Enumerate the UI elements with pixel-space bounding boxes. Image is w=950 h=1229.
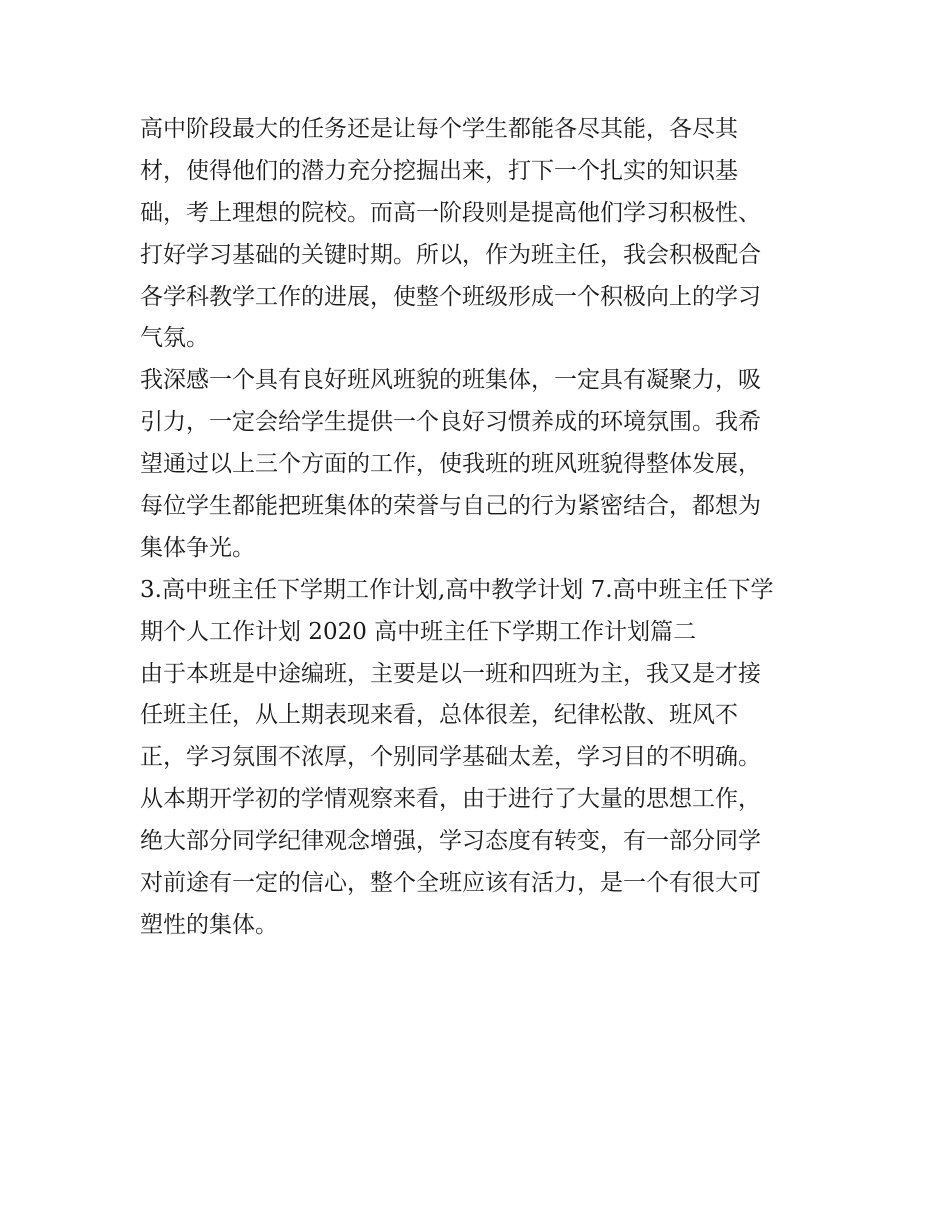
text-line: 每位学生都能把班集体的荣誉与自己的行为紧密结合，都想为 bbox=[140, 493, 761, 520]
text-line: 材，使得他们的潜力充分挖掘出来，打下一个扎实的知识基 bbox=[140, 157, 738, 184]
text-line: 我深感一个具有良好班风班貌的班集体，一定具有凝聚力，吸 bbox=[140, 367, 761, 394]
text-line: 期个人工作计划 2020 高中班主任下学期工作计划篇二 bbox=[140, 618, 697, 645]
text-line: 打好学习基础的关键时期。所以，作为班主任，我会积极配合 bbox=[140, 241, 761, 268]
text-line: 3.高中班主任下学期工作计划,高中教学计划 7.高中班主任下学 bbox=[140, 576, 774, 603]
text-line: 正，学习氛围不浓厚，个别同学基础太差，学习目的不明确。 bbox=[140, 744, 761, 771]
text-line: 从本期开学初的学情观察来看，由于进行了大量的思想工作， bbox=[140, 786, 761, 813]
text-line: 塑性的集体。 bbox=[140, 911, 278, 938]
text-line: 引力，一定会给学生提供一个良好习惯养成的环境氛围。我希 bbox=[140, 409, 761, 436]
text-line: 础，考上理想的院校。而高一阶段则是提高他们学习积极性、 bbox=[140, 199, 761, 226]
text-line: 由于本班是中途编班，主要是以一班和四班为主，我又是才接 bbox=[140, 660, 761, 687]
document-body bbox=[140, 109, 820, 947]
text-line: 气氛。 bbox=[140, 325, 209, 352]
text-line: 望通过以上三个方面的工作，使我班的班风班貌得整体发展， bbox=[140, 451, 761, 478]
text-line: 绝大部分同学纪律观念增强，学习态度有转变，有一部分同学 bbox=[140, 828, 761, 855]
text-line: 各学科教学工作的进展，使整个班级形成一个积极向上的学习 bbox=[140, 283, 761, 310]
text-line: 集体争光。 bbox=[140, 534, 255, 561]
text-line: 任班主任，从上期表现来看，总体很差，纪律松散、班风不 bbox=[140, 702, 738, 729]
text-line: 对前途有一定的信心，整个全班应该有活力，是一个有很大可 bbox=[140, 870, 761, 897]
text-line: 高中阶段最大的任务还是让每个学生都能各尽其能，各尽其 bbox=[140, 116, 738, 142]
